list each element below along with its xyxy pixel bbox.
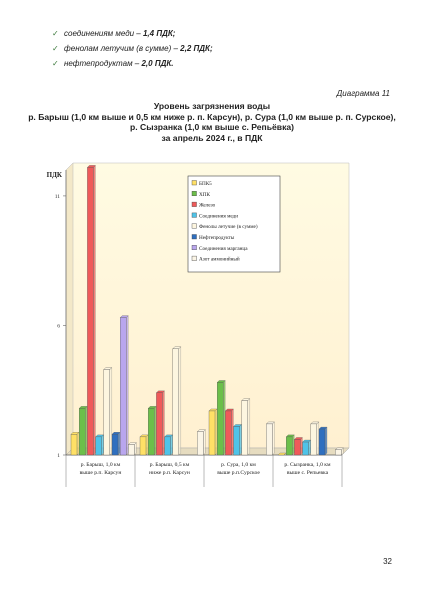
bullet-text: фенолам летучим (в сумме) – bbox=[64, 44, 181, 53]
bar-1 bbox=[79, 408, 85, 455]
x-tick-label: выше р.п. Карсун bbox=[79, 470, 122, 476]
bar-3 bbox=[303, 442, 309, 455]
bar-side bbox=[325, 427, 327, 455]
legend-swatch bbox=[192, 235, 197, 240]
bar-side bbox=[240, 425, 242, 456]
bar-0 bbox=[71, 434, 77, 455]
x-tick-label: р. Барыш, 1,0 км bbox=[80, 462, 121, 468]
bar-1 bbox=[217, 382, 223, 455]
title-line: р. Сызранка (1,0 км выше с. Репьёвка) bbox=[129, 122, 295, 132]
bar-side bbox=[223, 380, 225, 455]
y-tick-label: 11 bbox=[54, 193, 60, 200]
bar-7 bbox=[266, 424, 272, 455]
check-icon: ✓ bbox=[52, 29, 59, 38]
bar-4 bbox=[311, 424, 317, 455]
legend-swatch bbox=[192, 245, 197, 250]
diagram-label: Диаграмма 11 bbox=[336, 89, 390, 98]
x-tick-label: р. Сура, 1,0 км bbox=[221, 462, 256, 468]
bullet-text: нефтепродуктам – bbox=[64, 59, 142, 68]
bar-7 bbox=[335, 450, 341, 455]
bar-side bbox=[231, 409, 233, 455]
bar-side bbox=[77, 432, 79, 455]
legend-label: БПК5 bbox=[199, 181, 212, 187]
bar-side bbox=[85, 406, 87, 455]
bar-side bbox=[179, 347, 181, 455]
bar-side bbox=[215, 409, 217, 455]
legend-swatch bbox=[192, 181, 197, 186]
bar-5 bbox=[319, 429, 325, 455]
bar-side bbox=[102, 435, 104, 455]
x-tick-label: выше с. Репьевка bbox=[286, 470, 329, 476]
bar-5 bbox=[112, 434, 118, 455]
bar-side bbox=[203, 430, 205, 455]
bar-side bbox=[300, 437, 302, 455]
x-tick-label: р. Барыш, 0,5 км bbox=[149, 462, 190, 468]
title-line: Уровень загрязнения воды bbox=[153, 101, 271, 111]
bar-side bbox=[292, 435, 294, 455]
bullet-value: 1,4 ПДК; bbox=[142, 29, 176, 38]
bar-side bbox=[146, 435, 148, 455]
bar-0 bbox=[209, 411, 215, 455]
bar-side bbox=[171, 435, 173, 455]
bullet-value: 2,0 ПДК. bbox=[141, 59, 174, 68]
y-axis-label: ПДК bbox=[46, 171, 62, 179]
y-tick-label: 6 bbox=[57, 323, 60, 330]
bar-side bbox=[110, 368, 112, 456]
bar-side bbox=[154, 406, 156, 455]
bar-side bbox=[126, 316, 128, 455]
bullet-value: 2,2 ПДК; bbox=[180, 44, 213, 53]
x-tick-label: ниже р.п. Карсун bbox=[149, 470, 190, 476]
bar-side bbox=[248, 399, 250, 455]
bar-2 bbox=[87, 167, 93, 455]
legend-label: Железо bbox=[199, 202, 216, 209]
legend-label: Нефтепродукты bbox=[199, 235, 235, 241]
check-icon: ✓ bbox=[52, 44, 59, 53]
bar-2 bbox=[156, 393, 162, 455]
check-icon: ✓ bbox=[52, 59, 59, 68]
legend-swatch bbox=[192, 202, 197, 207]
legend-label: Азот аммонийный bbox=[199, 256, 240, 263]
title-line: за апрель 2024 г., в ПДК bbox=[161, 132, 263, 143]
bar-side bbox=[162, 391, 164, 455]
legend-swatch bbox=[192, 256, 197, 261]
legend-swatch bbox=[192, 213, 197, 218]
bar-4 bbox=[173, 349, 179, 455]
bar-0 bbox=[140, 437, 146, 455]
bar-3 bbox=[96, 437, 102, 455]
x-tick-label: выше р.п.Сурское bbox=[217, 470, 260, 476]
bar-4 bbox=[242, 401, 248, 455]
legend-label: Соединения марганца bbox=[199, 245, 248, 252]
legend-swatch bbox=[192, 191, 197, 196]
bullet-text: соединениям меди – bbox=[64, 29, 143, 38]
bar-2 bbox=[225, 411, 231, 455]
bar-6 bbox=[120, 318, 126, 455]
bar-2 bbox=[294, 439, 300, 455]
title-line: р. Барыш (1,0 км выше и 0,5 км ниже р. п. Карсун), р. Сура (1,0 км выше р. п. Сурское), bbox=[28, 111, 396, 122]
x-tick-label: р. Сызранка, 1,0 км bbox=[284, 462, 331, 468]
bar-4 bbox=[104, 370, 110, 456]
page-number: 32 bbox=[383, 557, 392, 566]
bar-1 bbox=[286, 437, 292, 455]
bar-7 bbox=[128, 445, 134, 455]
bar-7 bbox=[197, 432, 203, 455]
plot-side-wall bbox=[66, 163, 73, 455]
bar-side bbox=[118, 432, 120, 455]
bar-3 bbox=[165, 437, 171, 455]
legend-label: Фенолы летучие (в сумме) bbox=[199, 224, 258, 231]
bar-side bbox=[272, 422, 274, 455]
legend-swatch bbox=[192, 224, 197, 229]
y-tick-label: 1 bbox=[57, 453, 60, 459]
bar-1 bbox=[148, 408, 154, 455]
legend-label: ХПК bbox=[199, 191, 210, 198]
bar-side bbox=[309, 440, 311, 455]
bar-side bbox=[93, 165, 95, 455]
bar-3 bbox=[234, 427, 240, 456]
legend-label: Соединения меди bbox=[199, 213, 239, 220]
bar-side bbox=[317, 422, 319, 455]
